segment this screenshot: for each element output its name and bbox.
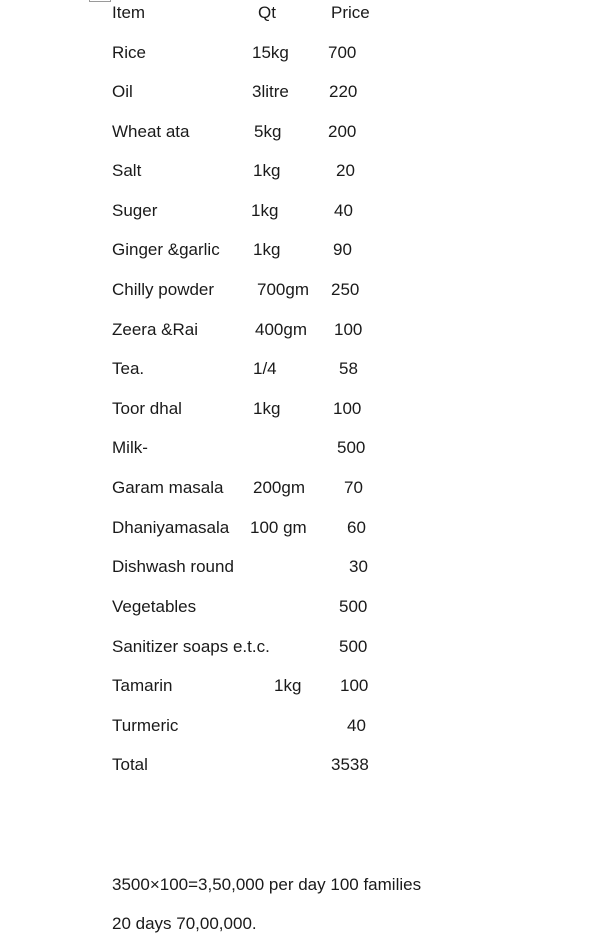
item-name: Salt — [112, 161, 142, 180]
item-name: Zeera &Rai — [112, 320, 198, 339]
item-name: Tamarin — [112, 676, 173, 695]
item-name: Milk- — [112, 438, 148, 457]
item-name: Dhaniyamasala — [112, 518, 230, 537]
total-label: Total — [112, 755, 148, 774]
item-qty: 1kg — [253, 161, 281, 180]
item-qty: 200gm — [253, 478, 305, 497]
table-row — [0, 238, 603, 262]
item-name: Rice — [112, 43, 147, 62]
table-row — [0, 80, 603, 104]
table-row — [0, 397, 603, 421]
table-row — [0, 595, 603, 619]
item-name: Sanitizer soaps e.t.c. — [112, 637, 270, 656]
item-qty: 1kg — [253, 240, 281, 259]
item-price: 60 — [347, 518, 366, 537]
table-row — [0, 278, 603, 302]
table-row — [0, 674, 603, 698]
item-qty: 1/4 — [253, 359, 277, 378]
table-row — [0, 357, 603, 381]
table-row — [0, 516, 603, 540]
item-price: 500 — [337, 438, 366, 457]
item-price: 500 — [339, 637, 368, 656]
item-name: Oil — [112, 82, 133, 101]
item-name: Garam masala — [112, 478, 224, 497]
item-name: Toor dhal — [112, 399, 182, 418]
item-name: Chilly powder — [112, 280, 215, 299]
item-qty: 3litre — [252, 82, 289, 101]
table-row — [0, 635, 603, 659]
item-name: Tea. — [112, 359, 145, 378]
item-qty: 700gm — [257, 280, 309, 299]
calculation-line-twenty-days: 20 days 70,00,000. — [112, 914, 257, 933]
item-price: 700 — [328, 43, 357, 62]
item-price: 30 — [349, 557, 368, 576]
item-price: 100 — [333, 399, 362, 418]
item-name: Turmeric — [112, 716, 179, 735]
header-item: Item — [112, 3, 146, 22]
item-price: 40 — [347, 716, 366, 735]
item-name: Ginger &garlic — [112, 240, 220, 259]
item-name: Wheat ata — [112, 122, 190, 141]
item-price: 220 — [329, 82, 358, 101]
item-qty: 1kg — [274, 676, 302, 695]
item-qty: 100 gm — [250, 518, 307, 537]
item-qty: 400gm — [255, 320, 307, 339]
table-row — [0, 476, 603, 500]
item-price: 100 — [340, 676, 369, 695]
table-row — [0, 159, 603, 183]
item-price: 500 — [339, 597, 368, 616]
total-row — [0, 753, 603, 777]
calculation-line-per-day: 3500×100=3,50,000 per day 100 families — [112, 875, 422, 894]
table-row — [0, 436, 603, 460]
item-price: 90 — [333, 240, 352, 259]
item-price: 20 — [336, 161, 355, 180]
table-row — [0, 318, 603, 342]
table-header-row — [0, 1, 603, 25]
header-price: Price — [331, 3, 370, 22]
table-row — [0, 199, 603, 223]
table-row — [0, 555, 603, 579]
item-qty: 5kg — [254, 122, 282, 141]
item-price: 58 — [339, 359, 358, 378]
item-name: Suger — [112, 201, 158, 220]
item-price: 70 — [344, 478, 363, 497]
item-price: 100 — [334, 320, 363, 339]
item-price: 200 — [328, 122, 357, 141]
header-qty: Qt — [258, 3, 276, 22]
item-name: Vegetables — [112, 597, 197, 616]
total-value: 3538 — [331, 755, 369, 774]
item-qty: 1kg — [253, 399, 281, 418]
item-qty: 1kg — [251, 201, 279, 220]
item-qty: 15kg — [252, 43, 289, 62]
table-row — [0, 120, 603, 144]
table-row — [0, 41, 603, 65]
item-price: 40 — [334, 201, 353, 220]
item-price: 250 — [331, 280, 360, 299]
table-row — [0, 714, 603, 738]
item-name: Dishwash round — [112, 557, 234, 576]
